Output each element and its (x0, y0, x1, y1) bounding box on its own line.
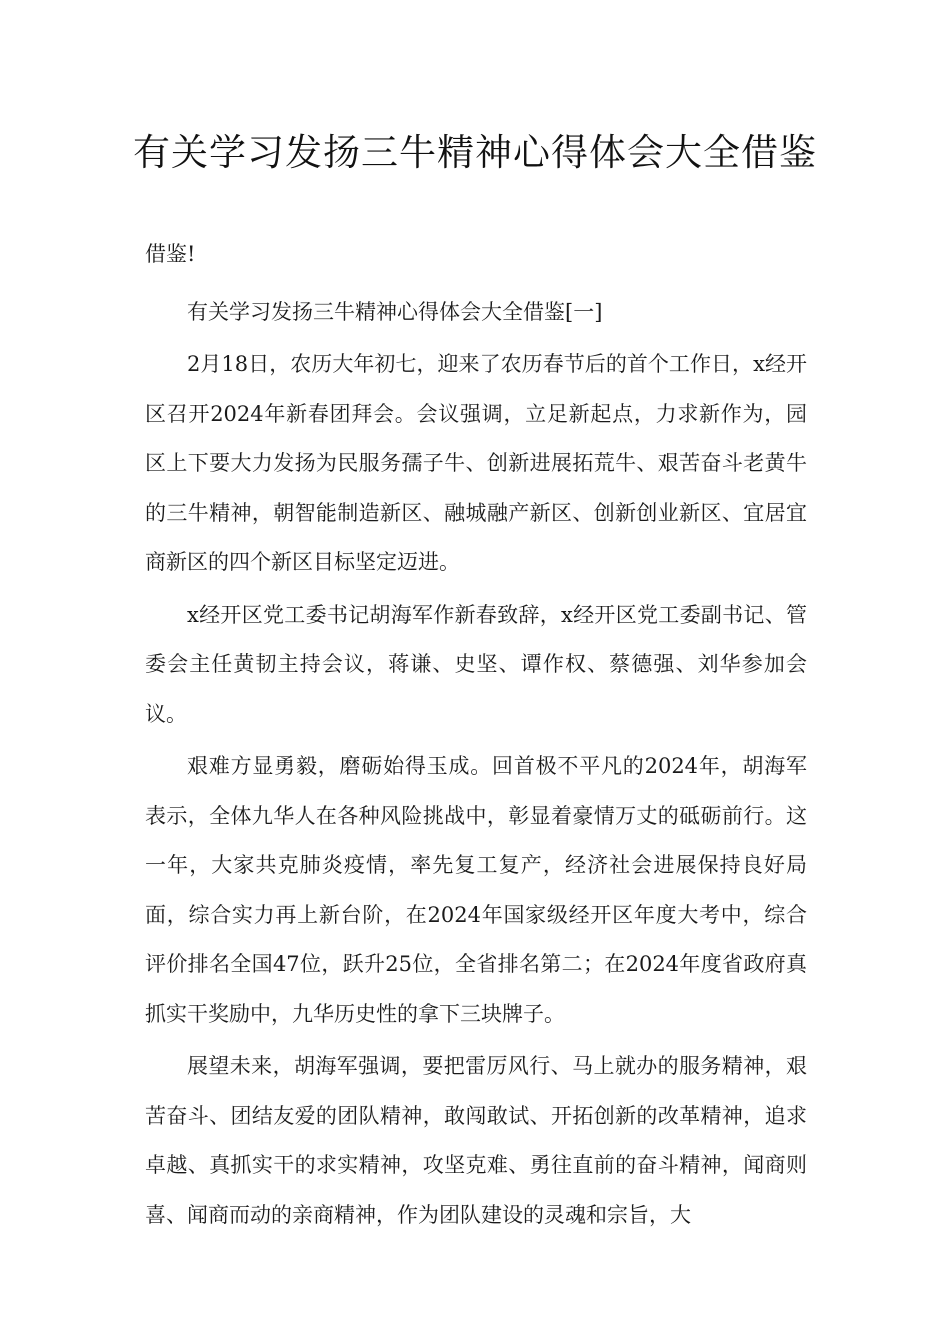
document-body (145, 230, 807, 1243)
paragraph: 2月18日，农历大年初七，迎来了农历春节后的首个工作日，x经开区召开2024年新春团拜会。会议强调，立足新起点，力求新作为，园区上下要大力发扬为民服务孺子牛、创新进展拓荒牛、艰苦奋斗老黄牛的三牛精神，朝智能制造新区、融城融产新区、创新创业新区、宜居宜商新区的四个新区目标坚定迈进。 (145, 352, 807, 574)
document-title: 有关学习发扬三牛精神心得体会大全借鉴 (133, 131, 817, 174)
section-heading: 有关学习发扬三牛精神心得体会大全借鉴[一] (187, 299, 603, 324)
paragraph: x经开区党工委书记胡海军作新春致辞，x经开区党工委副书记、管委会主任黄韧主持会议，蒋谦、史坚、谭作权、蔡德强、刘华参加会议。 (145, 602, 807, 726)
paragraph: 艰难方显勇毅，磨砺始得玉成。回首极不平凡的2024年，胡海军表示，全体九华人在各种风险挑战中，彰显着豪情万丈的砥砺前行。这一年，大家共克肺炎疫情，率先复工复产，经济社会进展保持良好局面，综合实力再上新台阶，在2024年国家级经开区年度大考中，综合评价排名全国47位，跃升25位，全省排名第二；在2024年度省政府真抓实干奖励中，九华历史性的拿下三块牌子。 (145, 754, 807, 1026)
paragraph: 展望未来，胡海军强调，要把雷厉风行、马上就办的服务精神，艰苦奋斗、团结友爱的团队精神，敢闯敢试、开拓创新的改革精神，追求卓越、真抓实干的求实精神，攻坚克难、勇往直前的奋斗精神，闻商则喜、闻商而动的亲商精神，作为团队建设的灵魂和宗旨，大 (145, 1054, 807, 1227)
paragraph: 借鉴! (145, 242, 196, 266)
